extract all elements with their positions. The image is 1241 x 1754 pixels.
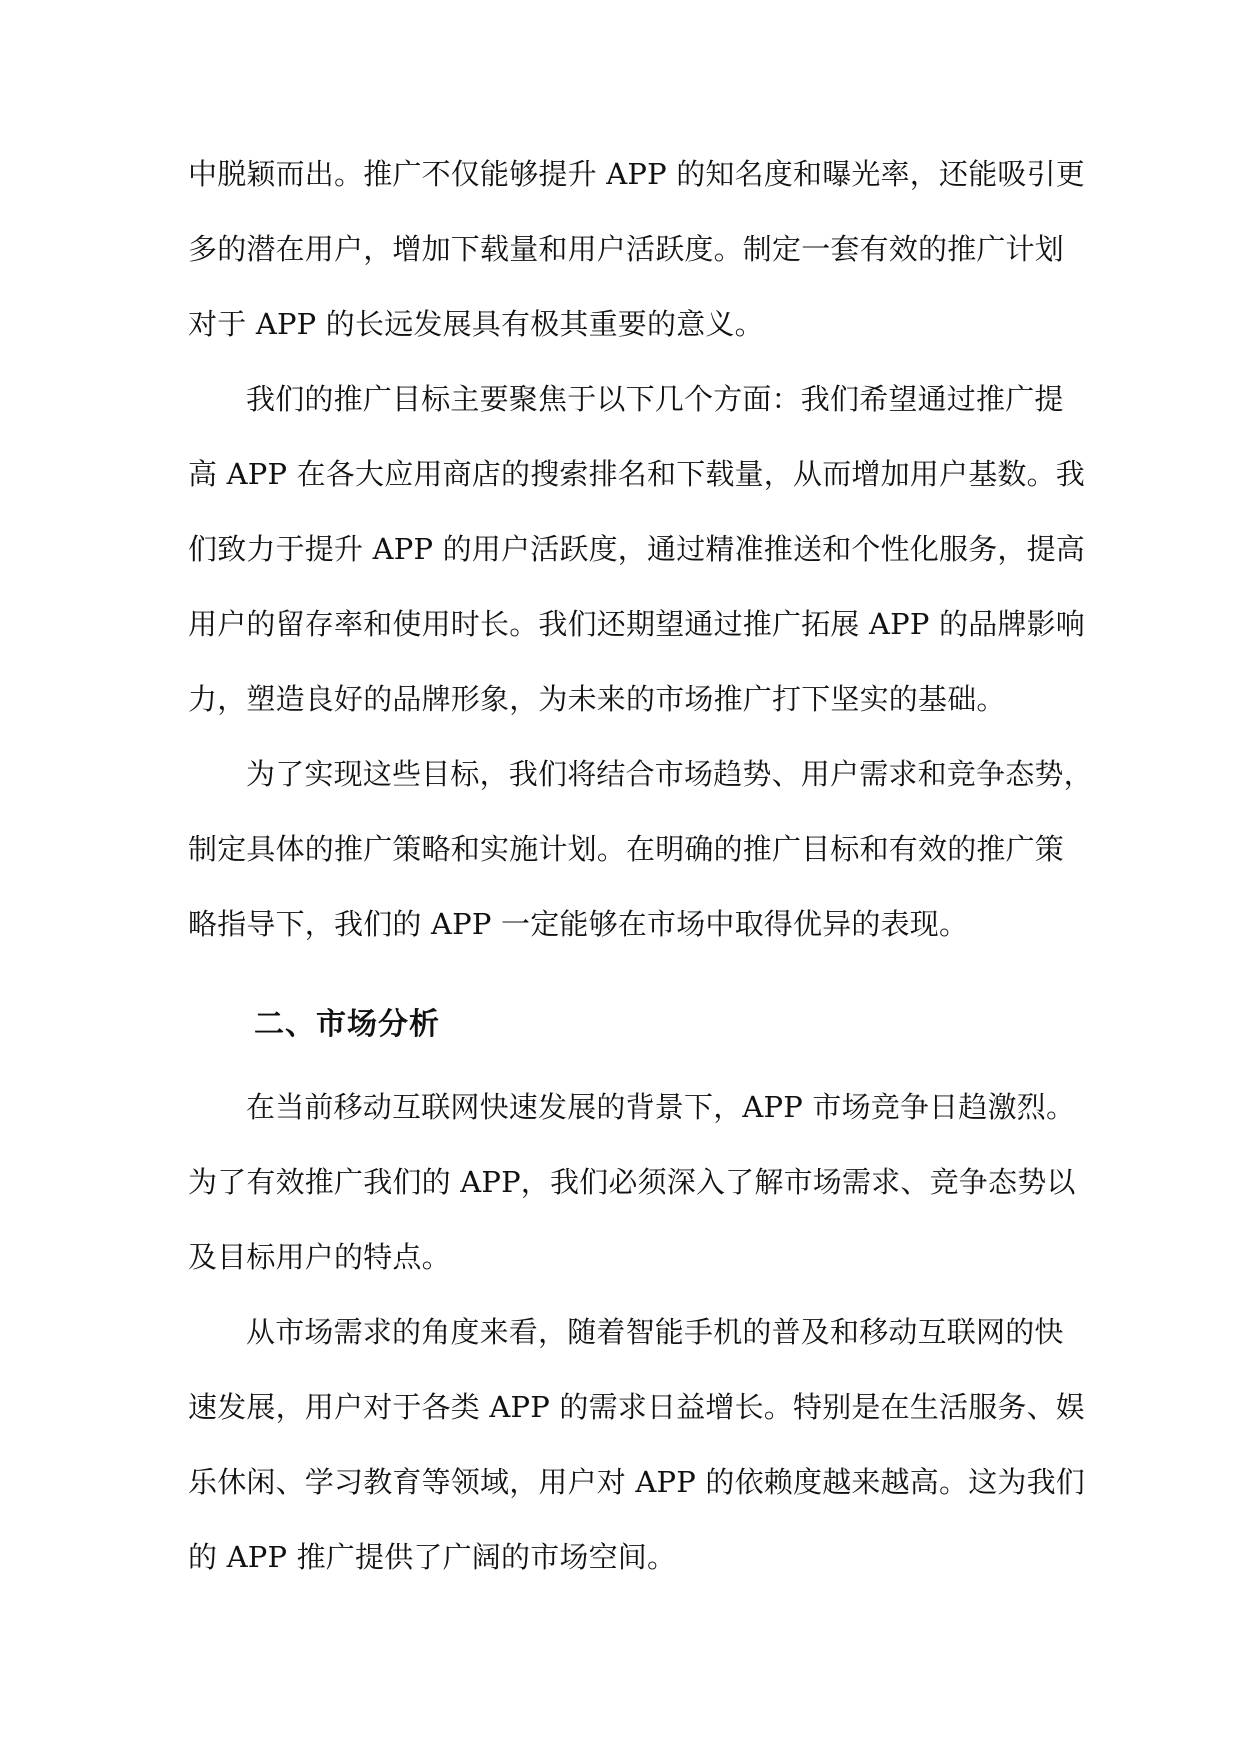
text-line: 为了实现这些目标，我们将结合市场趋势、用户需求和竞争态势， — [246, 757, 1093, 791]
text-line: 速发展，用户对于各类 APP 的需求日益增长。特别是在生活服务、娱 — [188, 1390, 1086, 1424]
text-line: 及目标用户的特点。 — [188, 1240, 451, 1274]
paragraph-intro-continued — [188, 137, 1086, 362]
text-line: 们致力于提升 APP 的用户活跃度，通过精准推送和个性化服务，提高 — [188, 532, 1086, 566]
paragraph-market-context — [188, 1070, 1076, 1295]
text-line: 乐休闲、学习教育等领域，用户对 APP 的依赖度越来越高。这为我们 — [188, 1465, 1086, 1499]
document-body — [188, 137, 1093, 1595]
text-line: 制定具体的推广策略和实施计划。在明确的推广目标和有效的推广策 — [188, 832, 1065, 866]
text-line: 在当前移动互联网快速发展的背景下，APP 市场竞争日趋激烈。 — [246, 1090, 1076, 1124]
paragraph-strategy-plan — [188, 737, 1093, 962]
section-heading-market-analysis: 二、市场分析 — [254, 1007, 440, 1042]
paragraph-market-demand — [188, 1295, 1086, 1595]
text-line: 从市场需求的角度来看，随着智能手机的普及和移动互联网的快 — [246, 1315, 1064, 1349]
text-line: 对于 APP 的长远发展具有极其重要的意义。 — [188, 307, 764, 341]
text-line: 为了有效推广我们的 APP，我们必须深入了解市场需求、竞争态势以 — [188, 1165, 1076, 1199]
text-line: 用户的留存率和使用时长。我们还期望通过推广拓展 APP 的品牌影响 — [188, 607, 1086, 641]
text-line: 高 APP 在各大应用商店的搜索排名和下载量，从而增加用户基数。我 — [188, 457, 1086, 491]
text-line: 略指导下，我们的 APP 一定能够在市场中取得优异的表现。 — [188, 907, 969, 941]
text-line: 的 APP 推广提供了广阔的市场空间。 — [188, 1540, 677, 1574]
paragraph-promotion-goals — [188, 362, 1086, 737]
text-line: 多的潜在用户，增加下载量和用户活跃度。制定一套有效的推广计划 — [188, 232, 1065, 266]
text-line: 中脱颖而出。推广不仅能够提升 APP 的知名度和曝光率，还能吸引更 — [188, 157, 1086, 191]
text-line: 我们的推广目标主要聚焦于以下几个方面：我们希望通过推广提 — [246, 382, 1064, 416]
text-line: 力，塑造良好的品牌形象，为未来的市场推广打下坚实的基础。 — [188, 682, 1006, 716]
